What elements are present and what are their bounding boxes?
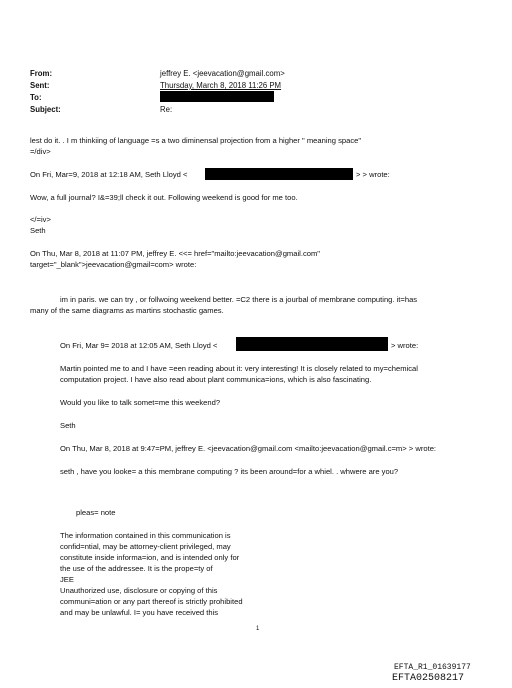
disclaimer-line: Unauthorized use, disclosure or copying of this (60, 586, 218, 595)
quote-header-4: On Thu, Mar 8, 2018 at 9:47=PM, jeffrey E. <jeevacation@gmail.com <mailto:jeevacation@gmail.c=m> > wrote: (60, 444, 437, 453)
quote-header-3b: > wrote: (391, 341, 419, 350)
disclaimer-line: communi=ation or any part thereof is strictly prohibited (60, 597, 243, 606)
from-value: jeffrey E. <jeevacation@gmail.com> (160, 69, 285, 78)
to-label: To: (30, 93, 42, 102)
body-line-1: lest do it. . I m thinkiing of language =s a two diminensal projection from a higher " meaning space" (30, 136, 362, 145)
disclaimer-line: JEE (60, 575, 74, 584)
footer-ref-1: EFTA_R1_01639177 (394, 663, 471, 672)
footer-ref-2: EFTA02508217 (392, 673, 465, 684)
body-line-9: im in paris. we can try , or follwoing weekend better. =C2 there is a jourbal of membrane computing. it=has (60, 295, 418, 304)
body-line-12: Martin pointed me to and I have =een reading about it: very interesting! It is closely related to my=chemical (60, 364, 418, 373)
email-redaction-1 (205, 168, 353, 180)
email-redaction-2 (236, 337, 388, 351)
signature-seth-2: Seth (60, 421, 76, 430)
quote-header-2b: target="_blank">jeevacation@gmail=com> wrote: (30, 260, 197, 269)
disclaimer-line: the use of the addressee. It is the prope=ty of (60, 564, 213, 573)
disclaimer-line: confid=ntial, may be attorney-client privileged, may (60, 542, 231, 551)
disclaimer-line: The information contained in this communication is (60, 531, 231, 540)
quote-header-1a: On Fri, Mar=9, 2018 at 12:18 AM, Seth Lloyd < (30, 170, 188, 179)
quote-header-1b: > > wrote: (356, 170, 390, 179)
subject-value: Re: (160, 105, 173, 114)
sent-label: Sent: (30, 81, 50, 90)
body-line-2: =/div> (30, 147, 51, 156)
page-number: 1 (256, 626, 260, 632)
recipient-redaction (160, 91, 274, 102)
body-line-17: seth , have you looke= a this membrane computing ? its been around=for a whiel. . whwere are you? (60, 467, 399, 476)
body-line-4: Wow, a full journal? I&=39;ll check it out. Following weekend is good for me too. (30, 193, 298, 202)
signature-seth-1: Seth (30, 226, 46, 235)
body-line-14: Would you like to talk somet=me this weekend? (60, 398, 221, 407)
body-line-10: many of the same diagrams as martins stochastic games. (30, 306, 224, 315)
from-label: From: (30, 69, 53, 78)
sent-value: Thursday, March 8, 2018 11:26 PM (160, 81, 282, 90)
quote-header-2a: On Thu, Mar 8, 2018 at 11:07 PM, jeffrey E. <<= href="mailto:jeevacation@gmail.com" (30, 249, 320, 258)
body-line-13: computation project. I have also read about plant communica=ions, which is also fascinating. (60, 375, 372, 384)
quote-header-3a: On Fri, Mar 9= 2018 at 12:05 AM, Seth Lloyd < (60, 341, 218, 350)
body-line-5: </=iv> (30, 215, 51, 224)
body-line-18: pleas= note (76, 508, 116, 517)
disclaimer-line: and may be unlawful. I= you have received this (60, 608, 219, 617)
disclaimer-line: constitute inside informa=ion, and is intended only for (60, 553, 240, 562)
subject-label: Subject: (30, 105, 61, 114)
